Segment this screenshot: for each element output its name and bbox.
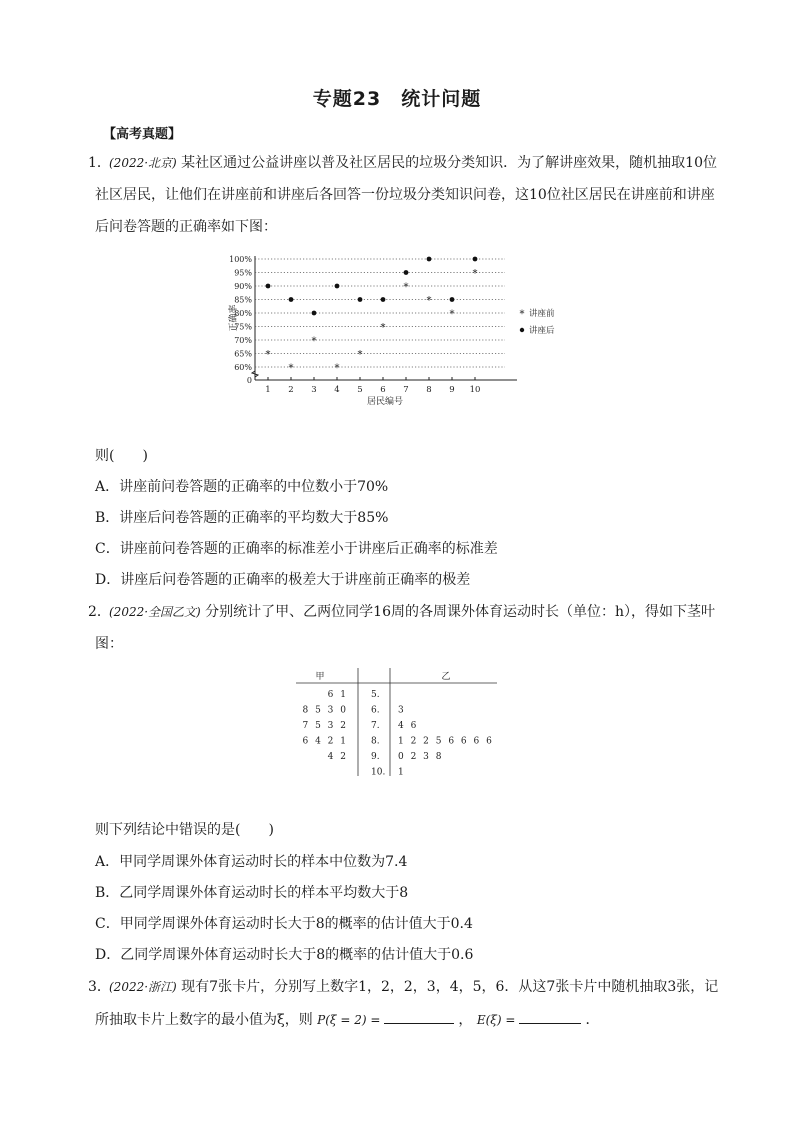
q1-number: 1．: [88, 155, 111, 171]
right-header: 乙: [441, 672, 451, 682]
x-tick-label: 5: [357, 385, 363, 395]
q3-number: 3．: [88, 979, 111, 995]
q2-line-1: [109, 602, 715, 622]
legend-label-after: 讲座后: [529, 326, 555, 336]
q2-ask: 则下列结论中错误的是( ): [95, 822, 274, 838]
stem-value: 7.: [371, 721, 380, 731]
stem-value: 5.: [371, 690, 380, 700]
point-after-lecture: [289, 297, 294, 302]
y-tick-label: 90%: [234, 282, 252, 291]
point-after-lecture: [427, 257, 432, 262]
point-before-lecture: *: [357, 349, 363, 361]
q3-expr-p: P(ξ = 2) =: [317, 1013, 381, 1027]
point-after-lecture: [266, 284, 271, 289]
right-leaves: 1 2 2 5 6 6 6 6: [398, 736, 494, 747]
right-leaves: 1: [398, 767, 406, 778]
q2-number: 2．: [88, 604, 111, 620]
point-before-lecture: *: [426, 295, 432, 307]
q1-option-b: B．讲座后问卷答题的正确率的平均数大于85%: [95, 510, 389, 526]
x-tick-label: 2: [288, 385, 294, 395]
y-tick-label: 65%: [234, 349, 252, 359]
y-tick-label: 70%: [234, 336, 252, 345]
y-tick-label: 0: [246, 376, 252, 385]
left-leaves: 4 2: [327, 752, 348, 762]
x-tick-label: 8: [426, 385, 432, 395]
point-before-lecture: *: [403, 282, 409, 293]
q2-line-2: 图：: [95, 636, 123, 652]
point-after-lecture: [335, 284, 340, 289]
point-before-lecture: *: [449, 309, 455, 320]
left-leaves: 7 5 3 2: [302, 721, 348, 731]
q3-sep: ，: [458, 1012, 473, 1028]
q2-source: (2022·全国乙文): [109, 605, 201, 619]
q3-end: ．: [585, 1012, 600, 1028]
stem-value: 8.: [371, 736, 380, 747]
right-leaves: 3: [398, 705, 406, 716]
q3-text-2: 所抽取卡片上数字的最小值为ξ，则: [95, 1012, 313, 1028]
point-before-lecture: *: [265, 349, 271, 361]
q1-text-1: 某社区通过公益讲座以普及社区居民的垃圾分类知识．为了解讲座效果，随机抽取10位: [181, 155, 717, 171]
y-tick-label: 95%: [234, 268, 252, 278]
q3-source: (2022·浙江): [109, 980, 177, 994]
right-leaves: 4 6: [398, 721, 419, 731]
q1-ask: 则( ): [95, 448, 148, 464]
y-tick-label: 85%: [234, 295, 252, 305]
page-title: 专题23 统计问题: [312, 88, 482, 110]
y-tick-label: 75%: [234, 322, 252, 332]
point-after-lecture: [404, 270, 409, 275]
point-after-lecture: [450, 297, 455, 302]
q2-text-1: 分别统计了甲、乙两位同学16周的各周课外体育运动时长（单位：h），得如下茎叶: [205, 604, 716, 620]
q3-line-1: [109, 977, 718, 997]
q3-answer-blank-2[interactable]: [519, 1009, 581, 1024]
legend-label-before: 讲座前: [529, 309, 555, 319]
section-heading: 【高考真题】: [103, 127, 182, 142]
q1-line-2: 社区居民，让他们在讲座前和讲座后各回答一份垃圾分类知识问卷，这10位社区居民在讲座前和讲座: [95, 187, 715, 203]
q1-scatter-chart: [225, 248, 565, 408]
q3-text-1: 现有7张卡片，分别写上数字1，2，2，3，4，5，6．从这7张卡片中随机抽取3张，记: [181, 979, 719, 995]
q3-line-2: [95, 1009, 599, 1030]
legend-marker-after: [520, 328, 524, 332]
point-before-lecture: *: [380, 322, 386, 334]
right-leaves: 0 2 3 8: [398, 752, 444, 762]
point-after-lecture: [381, 297, 386, 302]
q2-option-b: B．乙同学周课外体育运动时长的样本平均数大于8: [95, 885, 409, 901]
y-axis-title: 正确率: [229, 304, 239, 332]
point-before-lecture: *: [334, 363, 340, 374]
stem-value: 10.: [371, 767, 386, 778]
left-leaves: 8 5 3 0: [302, 705, 348, 716]
q1-option-d: D．讲座后问卷答题的正确率的极差大于讲座前正确率的极差: [95, 572, 471, 588]
q2-option-c: C．甲同学周课外体育运动时长大于8的概率的估计值大于0.4: [95, 916, 473, 932]
q1-line-1: [109, 153, 717, 173]
x-tick-label: 1: [265, 385, 271, 395]
point-before-lecture: *: [311, 336, 317, 347]
y-tick-label: 60%: [234, 363, 252, 372]
stem-value: 9.: [371, 752, 380, 762]
x-tick-label: 3: [311, 385, 317, 395]
q3-answer-blank-1[interactable]: [384, 1009, 454, 1024]
point-after-lecture: [312, 311, 317, 316]
legend-marker-before: *: [519, 309, 525, 320]
x-axis-title: 居民编号: [366, 397, 404, 407]
point-before-lecture: *: [288, 363, 294, 374]
y-tick-label: 100%: [229, 255, 252, 264]
point-after-lecture: [473, 257, 478, 262]
left-header: 甲: [315, 672, 325, 682]
x-tick-label: 10: [469, 385, 481, 395]
x-tick-label: 7: [403, 385, 409, 395]
y-tick-label: 80%: [234, 309, 252, 318]
point-after-lecture: [358, 297, 363, 302]
q1-source: (2022·北京): [109, 156, 177, 170]
q1-option-c: C．讲座前问卷答题的正确率的标准差小于讲座后正确率的标准差: [95, 541, 498, 557]
stem-value: 6.: [371, 705, 380, 716]
x-tick-label: 9: [449, 385, 455, 395]
left-leaves: 6 4 2 1: [302, 736, 348, 747]
q3-expr-e: E(ξ) =: [476, 1013, 516, 1027]
x-tick-label: 6: [380, 385, 386, 395]
q2-option-d: D．乙同学周课外体育运动时长大于8的概率的估计值大于0.6: [95, 947, 474, 963]
q2-option-a: A．甲同学周课外体育运动时长的样本中位数为7.4: [95, 854, 408, 870]
point-before-lecture: *: [472, 268, 478, 280]
q2-stem-leaf-plot: [296, 668, 501, 780]
left-leaves: 6 1: [327, 690, 348, 700]
q1-line-3: 后问卷答题的正确率如下图：: [95, 219, 277, 235]
q1-option-a: A．讲座前问卷答题的正确率的中位数小于70%: [95, 479, 389, 495]
x-tick-label: 4: [334, 385, 340, 395]
